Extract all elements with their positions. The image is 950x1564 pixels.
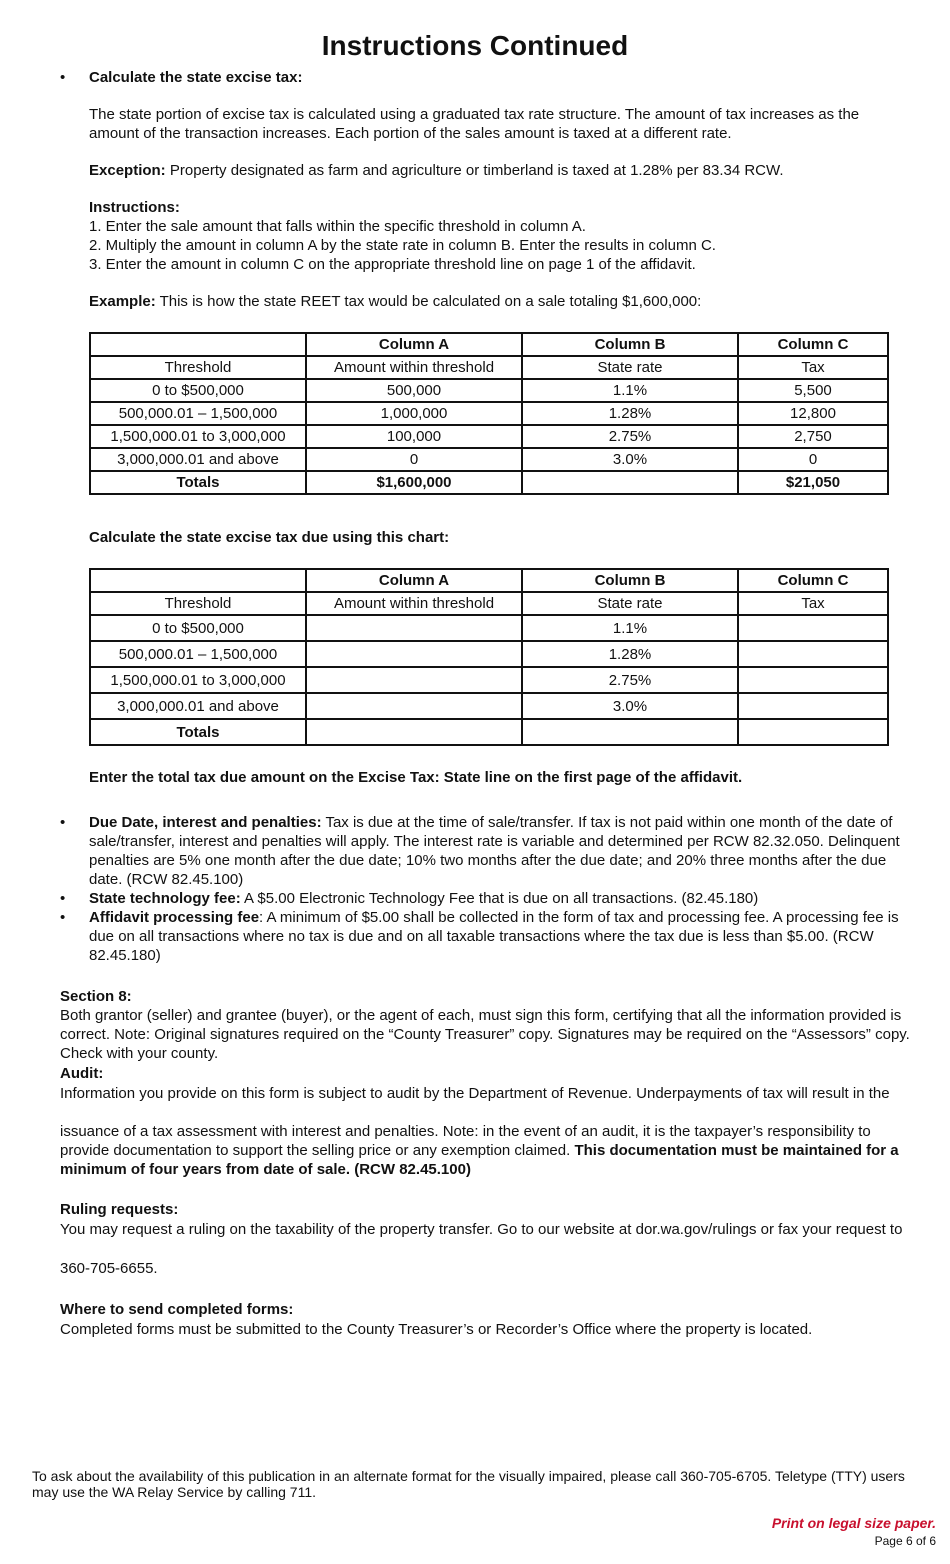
table-cell: 1,500,000.01 to 3,000,000: [90, 667, 306, 693]
example-tax-table: [89, 332, 889, 495]
table-cell: 1.28%: [522, 641, 738, 667]
table-cell: 0 to $500,000: [90, 379, 306, 402]
table-cell: Tax: [738, 592, 888, 615]
excise-heading: Calculate the state excise tax:: [89, 69, 303, 86]
table-cell: 500,000.01 – 1,500,000: [90, 402, 306, 425]
affidavit-fee-text: : A minimum of $5.00 shall be collected in the form of tax and processing fee. A processing fee is due on all transactions where no tax is due and on all taxable transactions where the tax due is less than $5.00. (RCW 82.45.180): [89, 909, 899, 964]
table-cell: $1,600,000: [306, 471, 522, 494]
table-cell: 3.0%: [522, 693, 738, 719]
table-cell: 2.75%: [522, 425, 738, 448]
table-cell: State rate: [522, 592, 738, 615]
table-cell: 0 to $500,000: [90, 615, 306, 641]
table-cell: Threshold: [90, 592, 306, 615]
section8-text: Both grantor (seller) and grantee (buyer), or the agent of each, must sign this form, certifying that all the information provided is correct. Note: Original signatures required on the “County Treasurer” copy. Signatures may be required on the “Assessors” copy. Check with your county.: [60, 1007, 910, 1062]
table-cell: Amount within threshold: [306, 592, 522, 615]
page-title: Instructions Continued: [321, 30, 629, 61]
audit-label: Audit:: [60, 1065, 104, 1082]
instruction-step: 1. Enter the sale amount that falls within the specific threshold in column A.: [89, 218, 586, 235]
affidavit-fee-paragraph: [89, 908, 919, 965]
send-label: Where to send completed forms:: [60, 1301, 294, 1318]
table-row: [90, 448, 888, 471]
ruling-label: Ruling requests:: [60, 1201, 179, 1218]
column-a-input-cell[interactable]: [306, 615, 522, 641]
column-c-input-cell[interactable]: [738, 667, 888, 693]
audit-line1: Information you provide on this form is subject to audit by the Department of Revenue. Underpayments of tax will result in the: [60, 1085, 890, 1102]
bullet-icon: •: [60, 814, 66, 831]
table-cell: 5,500: [738, 379, 888, 402]
audit-paragraph: [60, 1122, 920, 1179]
table-cell: Amount within threshold: [306, 356, 522, 379]
blank-tax-table: [89, 568, 889, 746]
table-cell: 0: [738, 448, 888, 471]
instruction-step: 2. Multiply the amount in column A by the state rate in column B. Enter the results in column C.: [89, 237, 716, 254]
enter-total-instruction: Enter the total tax due amount on the Excise Tax: State line on the first page of the affidavit.: [89, 769, 743, 786]
table-cell: [90, 569, 306, 592]
audit-text: issuance of a tax assessment with interest and penalties. Note: in the event of an audit, it is the taxpayer’s responsibility to provide documentation to support the selling price or any exemption claimed.: [60, 1123, 871, 1159]
exception-paragraph: [89, 161, 899, 180]
due-date-text: Tax is due at the time of sale/transfer. If tax is not paid within one month of the date of sale/transfer, interest and penalties will apply. The interest rate is variable and determined per RCW 82.32.050. Delinquent penalties are 5% one month after the due date; 10% two months after the due date; and 20% three months after the due date. (RCW 82.45.100): [89, 814, 900, 888]
table-cell: Tax: [738, 356, 888, 379]
table-cell: 1.28%: [522, 402, 738, 425]
table-totals-row: [90, 719, 888, 745]
table-header-row: [90, 333, 888, 356]
due-date-paragraph: [89, 813, 919, 889]
table-cell: Totals: [90, 471, 306, 494]
table-cell: [522, 719, 738, 745]
bullet-icon: •: [60, 909, 66, 926]
excise-intro: The state portion of excise tax is calculated using a graduated tax rate structure. The amount of tax increases as the amount of the transaction increases. Each portion of the sales amount is taxed at a different rate.: [89, 106, 860, 142]
table-subheader-row: [90, 592, 888, 615]
table-row: [90, 641, 888, 667]
column-a-input-cell[interactable]: [306, 641, 522, 667]
table-cell: 500,000.01 – 1,500,000: [90, 641, 306, 667]
bullet-icon: •: [60, 69, 66, 86]
table-cell: 100,000: [306, 425, 522, 448]
table-row: [90, 379, 888, 402]
exception-label: Exception:: [89, 162, 166, 179]
table-cell: 1,000,000: [306, 402, 522, 425]
column-a-input-cell[interactable]: [306, 693, 522, 719]
tech-fee-paragraph: [89, 889, 919, 908]
tech-fee-label: State technology fee:: [89, 890, 241, 907]
audit-bold-text: This documentation must be maintained for a minimum of four years from date of sale. (RCW 82.45.100): [60, 1142, 899, 1178]
table-cell: 12,800: [738, 402, 888, 425]
table-cell: 0: [306, 448, 522, 471]
tech-fee-text: A $5.00 Electronic Technology Fee that is due on all transactions. (82.45.180): [240, 890, 759, 907]
affidavit-fee-label: Affidavit processing fee: [89, 909, 260, 926]
table-cell: 1,500,000.01 to 3,000,000: [90, 425, 306, 448]
section8-label: Section 8:: [60, 988, 132, 1005]
column-c-input-cell[interactable]: [738, 615, 888, 641]
column-b-header: Column B: [522, 333, 738, 356]
table-cell: [522, 471, 738, 494]
send-text: Completed forms must be submitted to the County Treasurer’s or Recorder’s Office where the property is located.: [60, 1321, 813, 1338]
table-header-row: [90, 569, 888, 592]
ruling-line1: You may request a ruling on the taxability of the property transfer. Go to our website at dor.wa.gov/rulings or fax your request to: [60, 1221, 903, 1238]
print-note: Print on legal size paper.: [771, 1515, 936, 1531]
table-cell: 3,000,000.01 and above: [90, 693, 306, 719]
table-cell: Threshold: [90, 356, 306, 379]
table-cell: 1.1%: [522, 615, 738, 641]
bullet-icon: •: [60, 890, 66, 907]
table-cell: 1.1%: [522, 379, 738, 402]
column-b-header: Column B: [522, 569, 738, 592]
table-row: [90, 693, 888, 719]
column-c-input-cell[interactable]: [738, 693, 888, 719]
table-row: [90, 615, 888, 641]
column-c-header: Column C: [738, 569, 888, 592]
table-cell: Totals: [90, 719, 306, 745]
ruling-line2: 360-705-6655.: [60, 1260, 158, 1277]
column-c-input-cell[interactable]: [738, 641, 888, 667]
table-cell: State rate: [522, 356, 738, 379]
table-cell: 500,000: [306, 379, 522, 402]
exception-text: Property designated as farm and agriculture or timberland is taxed at 1.28% per 83.34 RCW.: [165, 162, 784, 179]
table-cell: 3.0%: [522, 448, 738, 471]
instructions-label: Instructions:: [89, 199, 180, 216]
example-paragraph: [89, 292, 899, 311]
accessibility-note: To ask about the availability of this publication in an alternate format for the visually impaired, please call 360-705-6705. Teletype (TTY) users may use the WA Relay Service by calling 711.: [32, 1468, 905, 1500]
column-a-total-cell[interactable]: [306, 719, 522, 745]
table-cell: $21,050: [738, 471, 888, 494]
due-date-label: Due Date, interest and penalties:: [89, 814, 322, 831]
column-a-input-cell[interactable]: [306, 667, 522, 693]
table-totals-row: [90, 471, 888, 494]
table-cell: 2.75%: [522, 667, 738, 693]
table-subheader-row: [90, 356, 888, 379]
example-label: Example:: [89, 293, 156, 310]
example-text: This is how the state REET tax would be calculated on a sale totaling $1,600,000:: [155, 293, 702, 310]
table-cell: 3,000,000.01 and above: [90, 448, 306, 471]
column-c-header: Column C: [738, 333, 888, 356]
chart-heading: Calculate the state excise tax due using this chart:: [89, 529, 450, 546]
column-a-header: Column A: [306, 569, 522, 592]
column-c-total-cell[interactable]: [738, 719, 888, 745]
table-cell: [90, 333, 306, 356]
instruction-step: 3. Enter the amount in column C on the appropriate threshold line on page 1 of the affidavit.: [89, 256, 696, 273]
table-row: [90, 402, 888, 425]
page-number: Page 6 of 6: [874, 1534, 936, 1548]
table-row: [90, 667, 888, 693]
table-row: [90, 425, 888, 448]
table-cell: 2,750: [738, 425, 888, 448]
column-a-header: Column A: [306, 333, 522, 356]
